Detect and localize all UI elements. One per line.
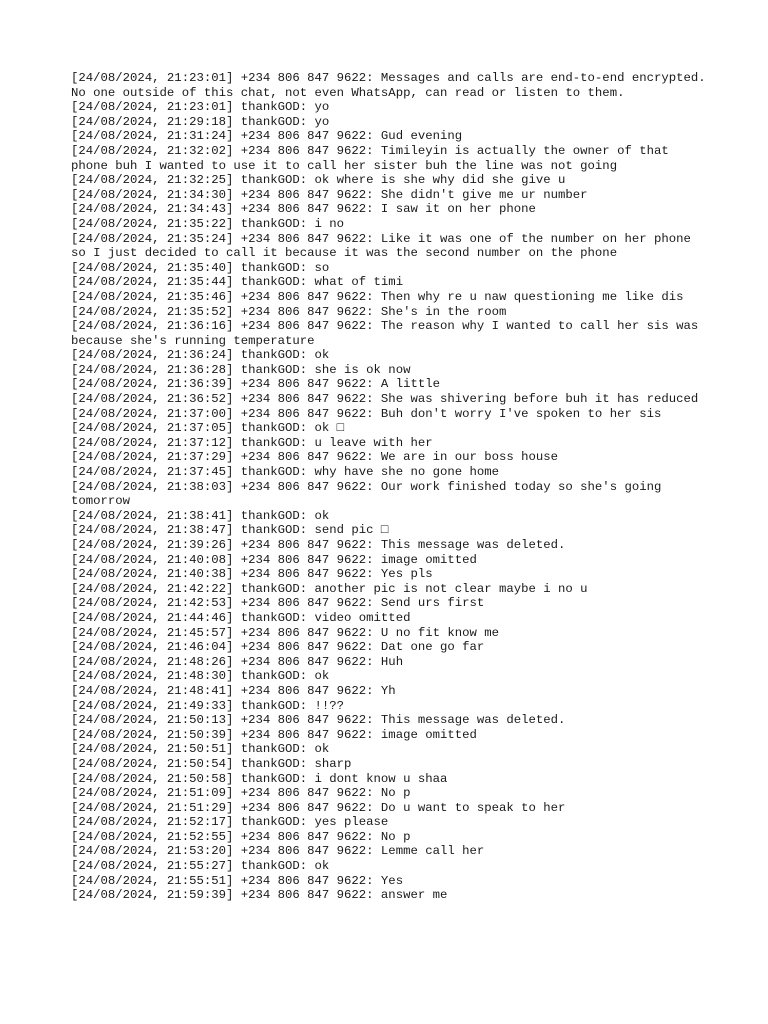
chat-message-line: [24/08/2024, 21:34:43] +234 806 847 9622: I saw it on her phone bbox=[71, 202, 536, 217]
chat-message-line: [24/08/2024, 21:52:55] +234 806 847 9622: No p bbox=[71, 829, 411, 844]
chat-message-line: [24/08/2024, 21:46:04] +234 806 847 9622: Dat one go far bbox=[71, 640, 485, 655]
chat-message-line: [24/08/2024, 21:39:26] +234 806 847 9622: This message was deleted. bbox=[71, 538, 566, 552]
chat-message-line: [24/08/2024, 21:40:08] +234 806 847 9622: image omitted bbox=[71, 552, 477, 567]
chat-message-line: [24/08/2024, 21:36:28] thankGOD: she is ok now bbox=[71, 362, 411, 377]
chat-message-line: [24/08/2024, 21:37:12] thankGOD: u leave with her bbox=[71, 435, 433, 450]
chat-message-line: [24/08/2024, 21:35:40] thankGOD: so bbox=[71, 260, 330, 275]
chat-message-line: [24/08/2024, 21:50:54] thankGOD: sharp bbox=[71, 756, 352, 771]
chat-message-line: [24/08/2024, 21:51:29] +234 806 847 9622: Do u want to speak to her bbox=[71, 800, 566, 815]
chat-message-line: [24/08/2024, 21:23:01] +234 806 847 9622: Messages and calls are end-to-end encrypted. No one outside of this chat, not even WhatsApp, can read or listen to them. bbox=[71, 71, 714, 100]
chat-message-line: [24/08/2024, 21:35:24] +234 806 847 9622: Like it was one of the number on her phone so I just decided to call it because it was the second number on the phone bbox=[71, 231, 699, 261]
chat-message-line: [24/08/2024, 21:38:41] thankGOD: ok bbox=[71, 508, 330, 523]
chat-message-line: [24/08/2024, 21:23:01] thankGOD: yo bbox=[71, 100, 330, 115]
chat-message-line: [24/08/2024, 21:37:29] +234 806 847 9622: We are in our boss house bbox=[71, 450, 559, 465]
chat-message-line: [24/08/2024, 21:35:46] +234 806 847 9622: Then why re u naw questioning me like dis bbox=[71, 289, 684, 304]
chat-message-line: [24/08/2024, 21:53:20] +234 806 847 9622: Lemme call her bbox=[71, 844, 485, 859]
chat-message-line: [24/08/2024, 21:36:24] thankGOD: ok bbox=[71, 348, 330, 363]
chat-message-line: [24/08/2024, 21:37:45] thankGOD: why have she no gone home bbox=[71, 465, 500, 480]
chat-message-line: [24/08/2024, 21:59:39] +234 806 847 9622: answer me bbox=[71, 888, 448, 903]
chat-message-line: [24/08/2024, 21:48:41] +234 806 847 9622: Yh bbox=[71, 683, 396, 698]
chat-message-line: [24/08/2024, 21:29:18] thankGOD: yo bbox=[71, 114, 330, 129]
chat-message-line: [24/08/2024, 21:36:39] +234 806 847 9622: A little bbox=[71, 377, 440, 392]
chat-message-line: [24/08/2024, 21:32:25] thankGOD: ok where is she why did she give u bbox=[71, 173, 566, 188]
chat-message-line: [24/08/2024, 21:44:46] thankGOD: video omitted bbox=[71, 610, 411, 625]
chat-message-line: [24/08/2024, 21:50:39] +234 806 847 9622: image omitted bbox=[71, 727, 477, 742]
chat-message-line: [24/08/2024, 21:38:03] +234 806 847 9622: Our work finished today so she's going tomorrow bbox=[71, 479, 669, 509]
chat-message-line: [24/08/2024, 21:38:47] thankGOD: send pic □ bbox=[71, 523, 389, 538]
chat-transcript bbox=[71, 71, 714, 903]
chat-message-line: [24/08/2024, 21:48:26] +234 806 847 9622: Huh bbox=[71, 654, 404, 669]
chat-message-line: [24/08/2024, 21:40:38] +234 806 847 9622: Yes pls bbox=[71, 567, 433, 582]
chat-message-line: [24/08/2024, 21:45:57] +234 806 847 9622: U no fit know me bbox=[71, 625, 500, 640]
chat-message-line: [24/08/2024, 21:34:30] +234 806 847 9622: She didn't give me ur number bbox=[71, 187, 588, 202]
chat-message-line: [24/08/2024, 21:36:52] +234 806 847 9622: She was shivering before buh it has reduced bbox=[71, 392, 699, 407]
chat-message-line: [24/08/2024, 21:35:44] thankGOD: what of timi bbox=[71, 275, 404, 290]
chat-message-line: [24/08/2024, 21:49:33] thankGOD: !!?? bbox=[71, 698, 345, 713]
chat-message-line: [24/08/2024, 21:35:22] thankGOD: i no bbox=[71, 216, 345, 231]
chat-message-line: [24/08/2024, 21:37:05] thankGOD: ok □ bbox=[71, 421, 345, 436]
chat-message-line: [24/08/2024, 21:32:02] +234 806 847 9622: Timileyin is actually the owner of that phone buh I wanted to use it to call her sister buh the line was not going bbox=[71, 143, 677, 173]
chat-message-line: [24/08/2024, 21:36:16] +234 806 847 9622: The reason why I wanted to call her sis was because she's running temperature bbox=[71, 319, 706, 348]
chat-message-line: [24/08/2024, 21:37:00] +234 806 847 9622: Buh don't worry I've spoken to her sis bbox=[71, 406, 662, 421]
chat-message-line: [24/08/2024, 21:51:09] +234 806 847 9622: No p bbox=[71, 786, 411, 801]
chat-message-line: [24/08/2024, 21:35:52] +234 806 847 9622: She's in the room bbox=[71, 304, 507, 319]
chat-message-line: [24/08/2024, 21:42:22] thankGOD: another pic is not clear maybe i no u bbox=[71, 581, 588, 596]
chat-message-line: [24/08/2024, 21:52:17] thankGOD: yes please bbox=[71, 815, 389, 830]
chat-message-line: [24/08/2024, 21:31:24] +234 806 847 9622: Gud evening bbox=[71, 129, 463, 144]
chat-message-line: [24/08/2024, 21:55:27] thankGOD: ok bbox=[71, 859, 330, 874]
chat-message-line: [24/08/2024, 21:55:51] +234 806 847 9622: Yes bbox=[71, 873, 404, 888]
chat-message-line: [24/08/2024, 21:50:51] thankGOD: ok bbox=[71, 742, 330, 757]
chat-message-line: [24/08/2024, 21:48:30] thankGOD: ok bbox=[71, 669, 330, 684]
chat-message-line: [24/08/2024, 21:50:58] thankGOD: i dont know u shaa bbox=[71, 771, 448, 786]
chat-message-line: [24/08/2024, 21:50:13] +234 806 847 9622: This message was deleted. bbox=[71, 713, 566, 728]
chat-message-line: [24/08/2024, 21:42:53] +234 806 847 9622: Send urs first bbox=[71, 596, 485, 611]
